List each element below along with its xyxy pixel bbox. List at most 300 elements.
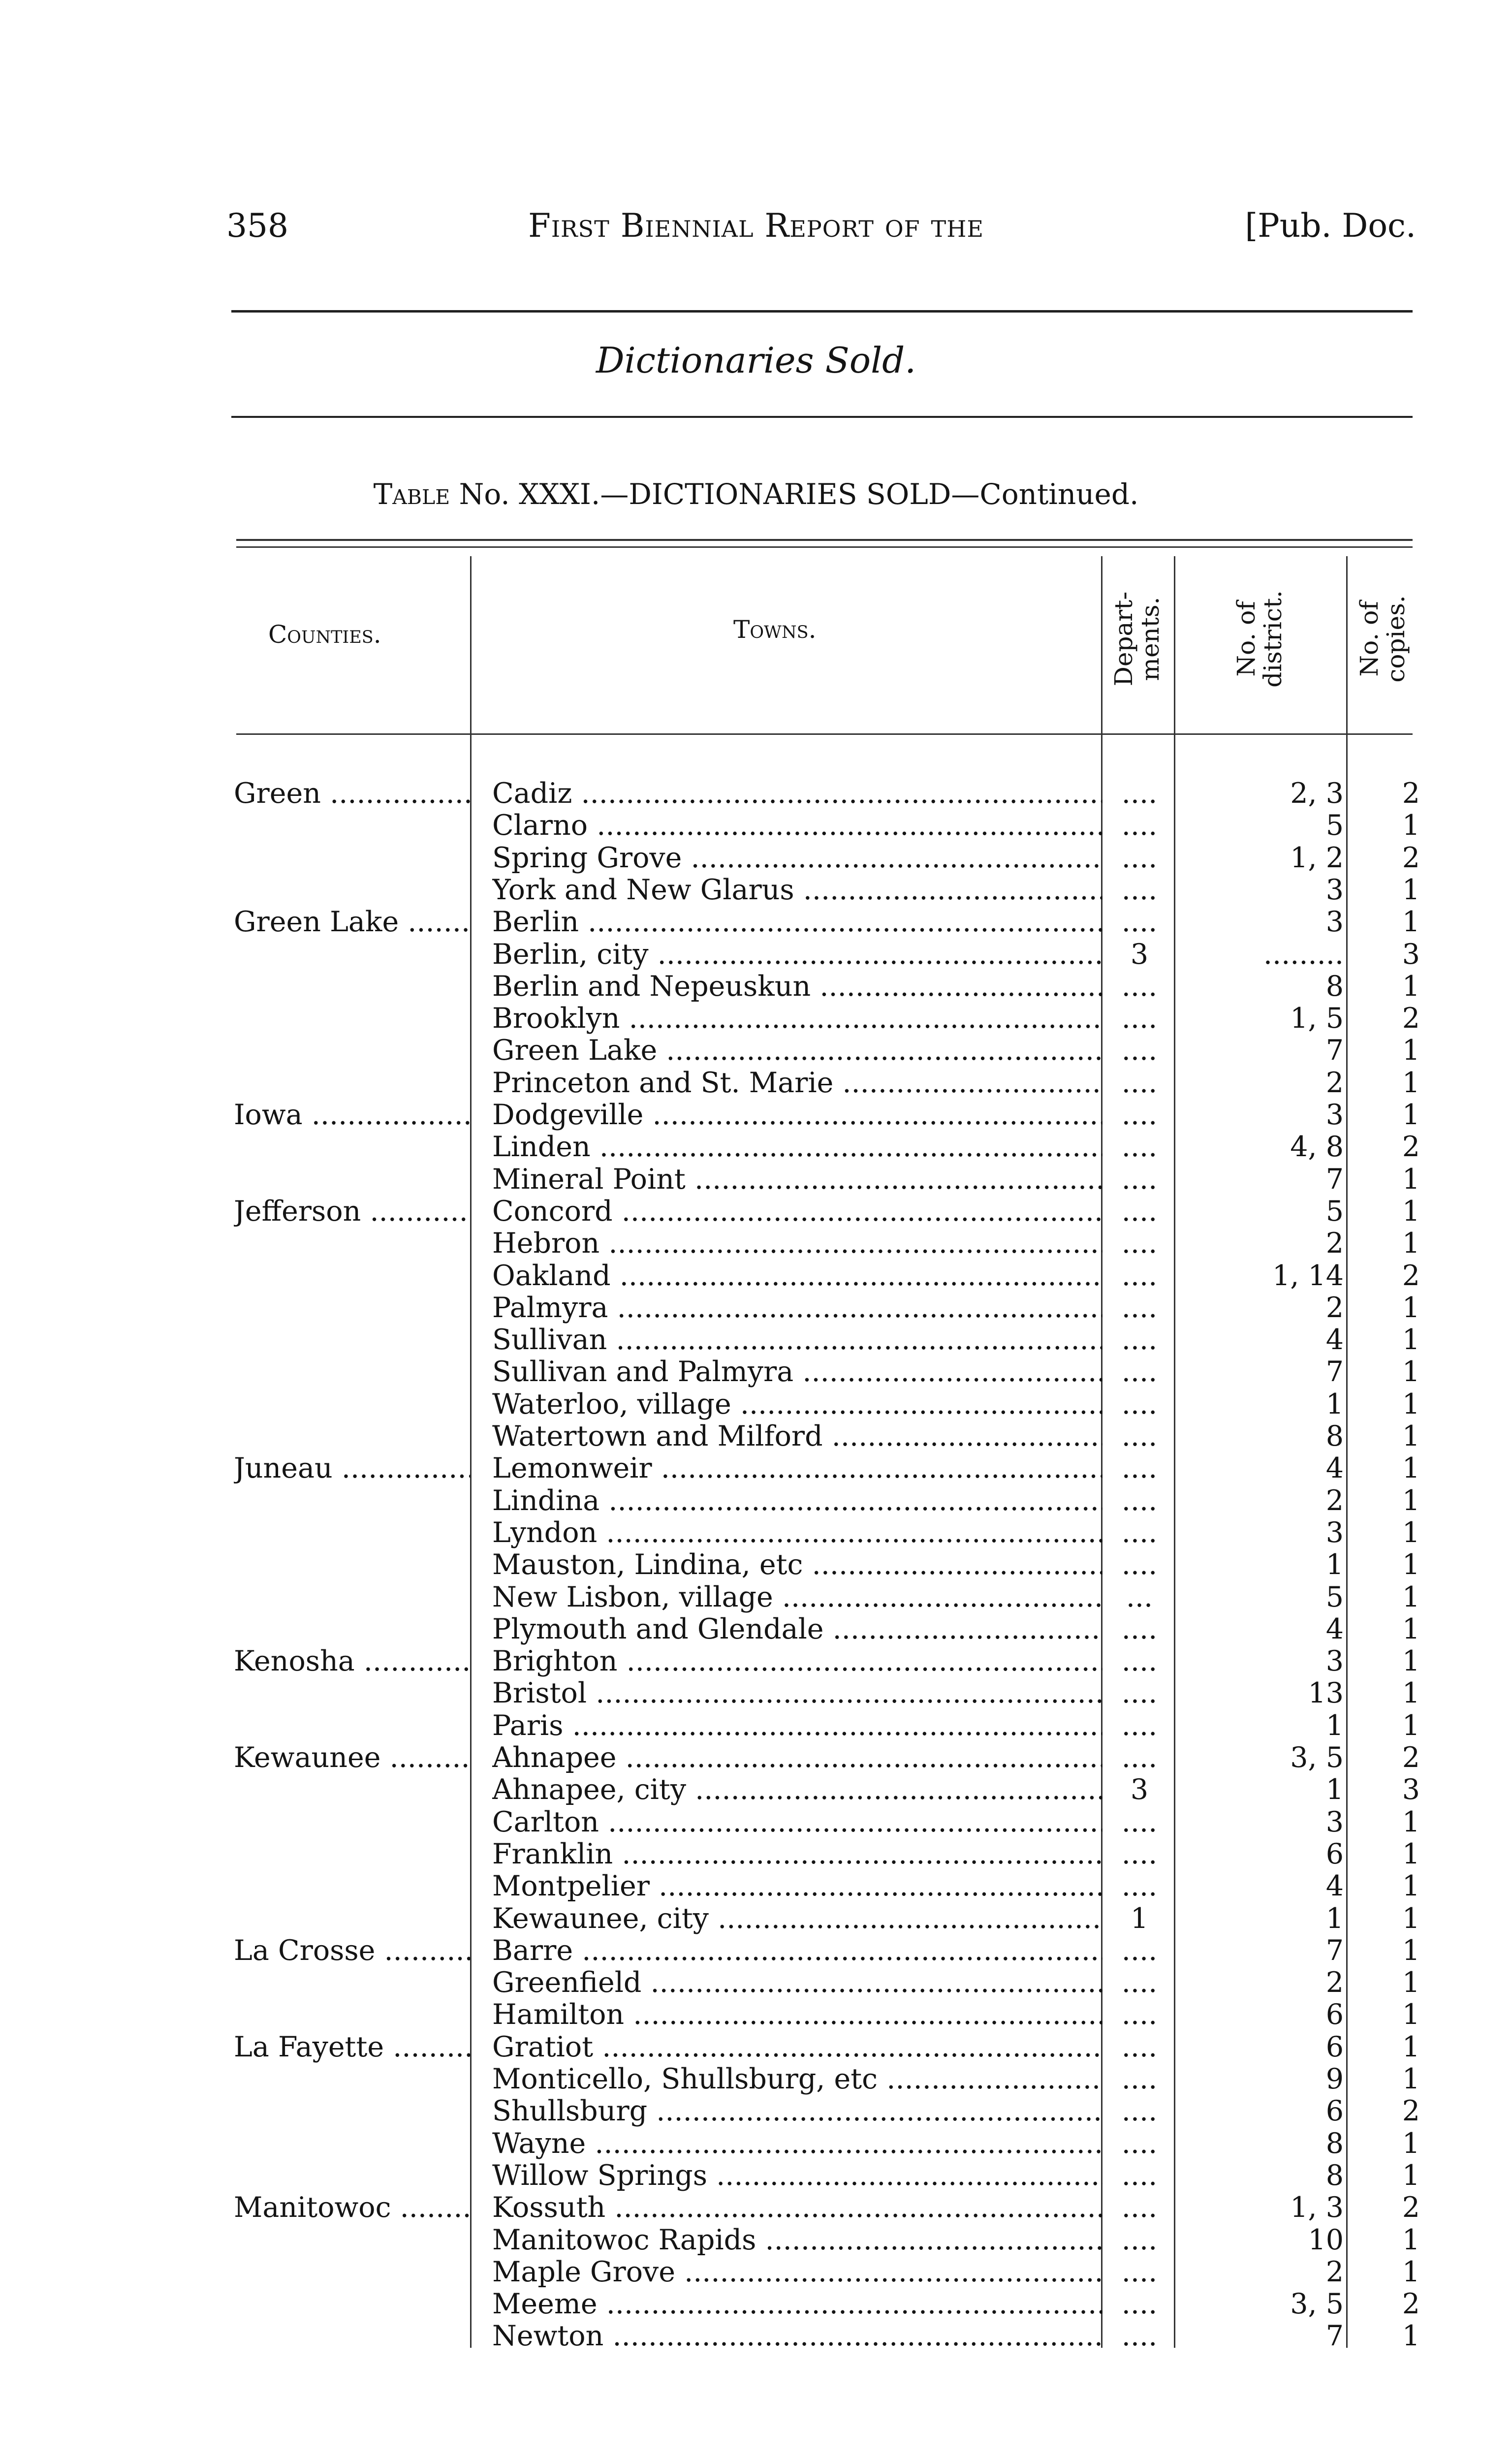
departments-cell bbox=[1107, 1742, 1171, 1774]
county-cell-text: La Crosse ..... bbox=[234, 1935, 470, 1967]
district-cell bbox=[1181, 2192, 1344, 2224]
district-cell bbox=[1181, 842, 1344, 874]
copies-cell-text: 1 bbox=[1402, 1452, 1420, 1485]
departments-cell bbox=[1107, 1420, 1171, 1452]
column-header-districts: No. of district. bbox=[1232, 590, 1287, 688]
district-cell-text: 3 bbox=[1325, 1806, 1344, 1838]
town-cell-text: Lemonweir ..... bbox=[492, 1452, 1102, 1484]
town-cell bbox=[492, 1164, 1102, 1196]
copies-cell bbox=[1356, 1196, 1420, 1228]
district-cell-text: 4 bbox=[1325, 1870, 1344, 1903]
town-cell bbox=[492, 2063, 1102, 2095]
table-row bbox=[0, 1581, 1512, 1613]
table-top-rule bbox=[236, 539, 1413, 541]
copies-cell-text: 1 bbox=[1402, 2256, 1420, 2288]
table-row bbox=[0, 1356, 1512, 1388]
town-cell-text: Montpelier ..... bbox=[492, 1870, 1102, 1902]
departments-cell-text: .... bbox=[1121, 1838, 1158, 1870]
running-title: First Biennial Report of the bbox=[528, 207, 984, 245]
district-cell bbox=[1181, 1935, 1344, 1967]
town-cell-text: New Lisbon, village ..... bbox=[492, 1581, 1102, 1613]
town-cell-text: Berlin, city ..... bbox=[492, 939, 1102, 971]
table-row bbox=[0, 1774, 1512, 1806]
county-cell-text: La Fayette ..... bbox=[234, 2031, 470, 2063]
town-cell-text: Concord ..... bbox=[492, 1196, 1102, 1228]
district-cell bbox=[1181, 1999, 1344, 2031]
district-cell bbox=[1181, 1292, 1344, 1324]
departments-cell bbox=[1107, 1035, 1171, 1067]
town-cell-text: York and New Glarus ..... bbox=[492, 874, 1102, 906]
town-cell bbox=[492, 1324, 1102, 1356]
town-cell bbox=[492, 1903, 1102, 1935]
district-cell-text: 10 bbox=[1308, 2224, 1344, 2256]
district-cell-text: 1 bbox=[1325, 1709, 1344, 1742]
departments-cell bbox=[1107, 810, 1171, 842]
copies-cell bbox=[1356, 1131, 1420, 1163]
district-cell bbox=[1181, 778, 1344, 810]
departments-cell bbox=[1107, 1131, 1171, 1163]
town-cell-text: Spring Grove ..... bbox=[492, 842, 1102, 874]
district-cell bbox=[1181, 1870, 1344, 1902]
town-cell bbox=[492, 1003, 1102, 1035]
district-cell-text: 2 bbox=[1325, 1484, 1344, 1517]
copies-cell-text: 2 bbox=[1402, 1742, 1420, 1774]
town-cell-text: Waterloo, village ..... bbox=[492, 1388, 1102, 1420]
copies-cell bbox=[1356, 778, 1420, 810]
copies-cell bbox=[1356, 1420, 1420, 1452]
column-header-departments: Depart- ments. bbox=[1109, 591, 1165, 687]
town-cell bbox=[492, 1517, 1102, 1549]
district-cell bbox=[1181, 1549, 1344, 1581]
copies-cell bbox=[1356, 1806, 1420, 1838]
departments-cell-text: .... bbox=[1121, 1388, 1158, 1420]
county-cell bbox=[234, 906, 470, 938]
town-cell-text: Sullivan and Palmyra ..... bbox=[492, 1356, 1102, 1388]
district-cell-text: 7 bbox=[1325, 1163, 1344, 1196]
copies-cell bbox=[1356, 1935, 1420, 1967]
copies-cell bbox=[1356, 842, 1420, 874]
copies-cell-text: 1 bbox=[1402, 906, 1420, 939]
copies-cell bbox=[1356, 2160, 1420, 2192]
copies-cell-text: 2 bbox=[1402, 842, 1420, 874]
district-cell bbox=[1181, 1517, 1344, 1549]
copies-cell-text: 1 bbox=[1402, 1806, 1420, 1838]
county-cell bbox=[234, 1452, 470, 1484]
town-cell-text: Lindina ..... bbox=[492, 1485, 1102, 1517]
district-cell-text: 7 bbox=[1325, 1356, 1344, 1388]
copies-cell-text: 2 bbox=[1402, 1260, 1420, 1292]
district-cell bbox=[1181, 2128, 1344, 2160]
copies-cell-text: 1 bbox=[1402, 2320, 1420, 2353]
district-cell-text: 2, 3 bbox=[1290, 778, 1344, 810]
copies-cell bbox=[1356, 906, 1420, 938]
town-cell-text: Paris ..... bbox=[492, 1710, 1102, 1742]
district-cell-text: 1, 3 bbox=[1290, 2192, 1344, 2224]
departments-cell bbox=[1107, 1935, 1171, 1967]
county-cell bbox=[234, 1742, 470, 1774]
town-cell bbox=[492, 1485, 1102, 1517]
table-row bbox=[0, 1645, 1512, 1677]
table-row bbox=[0, 1420, 1512, 1452]
table-row bbox=[0, 2160, 1512, 2192]
district-cell bbox=[1181, 1260, 1344, 1292]
district-cell-text: 1 bbox=[1325, 1902, 1344, 1935]
town-cell-text: Dodgeville ..... bbox=[492, 1099, 1102, 1131]
town-cell-text: Shullsburg ..... bbox=[492, 2095, 1102, 2127]
table-row bbox=[0, 778, 1512, 810]
departments-cell bbox=[1107, 2063, 1171, 2095]
departments-cell bbox=[1107, 1677, 1171, 1709]
copies-cell bbox=[1356, 874, 1420, 906]
departments-cell-text: .... bbox=[1121, 810, 1158, 842]
copies-cell-text: 1 bbox=[1402, 1228, 1420, 1260]
departments-cell bbox=[1107, 1388, 1171, 1420]
copies-cell bbox=[1356, 1485, 1420, 1517]
county-cell-text: Iowa ..... bbox=[234, 1099, 470, 1131]
town-cell bbox=[492, 778, 1102, 810]
town-cell bbox=[492, 1581, 1102, 1613]
departments-cell-text: .... bbox=[1121, 1035, 1158, 1067]
departments-cell-text: .... bbox=[1121, 1645, 1158, 1678]
copies-cell-text: 1 bbox=[1402, 1195, 1420, 1228]
town-cell bbox=[492, 1292, 1102, 1324]
copies-cell bbox=[1356, 1517, 1420, 1549]
county-cell bbox=[234, 778, 470, 810]
copies-cell-text: 1 bbox=[1402, 1292, 1420, 1324]
district-cell-text: 3 bbox=[1325, 1516, 1344, 1549]
district-cell bbox=[1181, 810, 1344, 842]
copies-cell-text: 1 bbox=[1402, 1356, 1420, 1388]
district-cell bbox=[1181, 1003, 1344, 1035]
town-cell-text: Monticello, Shullsburg, etc ..... bbox=[492, 2063, 1102, 2095]
departments-cell-text: .... bbox=[1121, 1131, 1158, 1164]
table-row bbox=[0, 1677, 1512, 1709]
town-cell bbox=[492, 2095, 1102, 2127]
copies-cell bbox=[1356, 2031, 1420, 2063]
town-cell bbox=[492, 1742, 1102, 1774]
town-cell bbox=[492, 1677, 1102, 1709]
town-cell bbox=[492, 2256, 1102, 2288]
copies-cell bbox=[1356, 1003, 1420, 1035]
town-cell-text: Berlin ..... bbox=[492, 906, 1102, 938]
departments-cell bbox=[1107, 1645, 1171, 1677]
town-cell-text: Newton ..... bbox=[492, 2320, 1102, 2352]
district-cell-text: 8 bbox=[1325, 2127, 1344, 2160]
town-cell-text: Meeme ..... bbox=[492, 2288, 1102, 2320]
town-cell bbox=[492, 1870, 1102, 1902]
district-cell bbox=[1181, 1164, 1344, 1196]
table-row bbox=[0, 1260, 1512, 1292]
copies-cell-text: 2 bbox=[1402, 1131, 1420, 1164]
county-cell-text: Green ..... bbox=[234, 778, 470, 810]
town-cell-text: Lyndon ..... bbox=[492, 1517, 1102, 1549]
copies-cell-text: 1 bbox=[1402, 1484, 1420, 1517]
departments-cell bbox=[1107, 1517, 1171, 1549]
district-cell bbox=[1181, 2320, 1344, 2352]
departments-cell bbox=[1107, 906, 1171, 938]
copies-cell-text: 1 bbox=[1402, 1099, 1420, 1131]
district-cell-text: 1 bbox=[1325, 1774, 1344, 1806]
district-cell bbox=[1181, 971, 1344, 1003]
departments-cell bbox=[1107, 2128, 1171, 2160]
district-cell-text: 5 bbox=[1325, 1195, 1344, 1228]
district-cell bbox=[1181, 1131, 1344, 1163]
departments-cell bbox=[1107, 1485, 1171, 1517]
document-type: [Pub. Doc. bbox=[1245, 207, 1416, 245]
column-header-copies: No. of copies. bbox=[1355, 595, 1410, 683]
town-cell bbox=[492, 1388, 1102, 1420]
copies-cell-text: 1 bbox=[1402, 970, 1420, 1003]
departments-cell-text: .... bbox=[1121, 1228, 1158, 1260]
table-row bbox=[0, 1967, 1512, 1999]
departments-cell-text: .... bbox=[1121, 2224, 1158, 2256]
town-cell bbox=[492, 2192, 1102, 2224]
copies-cell bbox=[1356, 939, 1420, 971]
table-title-prefix: Table bbox=[373, 477, 450, 511]
town-cell-text: Cadiz ..... bbox=[492, 778, 1102, 810]
departments-cell-text: .... bbox=[1121, 1677, 1158, 1710]
departments-cell-text: .... bbox=[1121, 1163, 1158, 1196]
table-row bbox=[0, 2095, 1512, 2127]
district-cell bbox=[1181, 1581, 1344, 1613]
copies-cell bbox=[1356, 1035, 1420, 1067]
departments-cell bbox=[1107, 1967, 1171, 1999]
departments-cell bbox=[1107, 1356, 1171, 1388]
copies-cell-text: 2 bbox=[1402, 2192, 1420, 2224]
district-cell-text: 2 bbox=[1325, 1228, 1344, 1260]
town-cell bbox=[492, 1774, 1102, 1806]
table-row bbox=[0, 1710, 1512, 1742]
departments-cell bbox=[1107, 1292, 1171, 1324]
town-cell-text: Franklin ..... bbox=[492, 1838, 1102, 1870]
departments-cell-text: .... bbox=[1121, 1356, 1158, 1388]
table-row bbox=[0, 1228, 1512, 1260]
copies-cell-text: 2 bbox=[1402, 2288, 1420, 2321]
town-cell bbox=[492, 1196, 1102, 1228]
town-cell bbox=[492, 2160, 1102, 2192]
district-cell bbox=[1181, 1774, 1344, 1806]
copies-cell bbox=[1356, 2288, 1420, 2320]
header-rule bbox=[231, 310, 1413, 313]
departments-cell bbox=[1107, 2256, 1171, 2288]
district-cell-text: 2 bbox=[1325, 1967, 1344, 1999]
district-cell-text: 3 bbox=[1325, 1099, 1344, 1131]
departments-cell-text: .... bbox=[1121, 1260, 1158, 1292]
district-cell-text: 6 bbox=[1325, 1999, 1344, 2031]
district-cell-text: 3, 5 bbox=[1290, 2288, 1344, 2321]
departments-cell-text: .... bbox=[1121, 1967, 1158, 1999]
copies-cell bbox=[1356, 1260, 1420, 1292]
departments-cell-text: .... bbox=[1121, 2159, 1158, 2192]
departments-cell-text: .... bbox=[1121, 1099, 1158, 1131]
town-cell bbox=[492, 1549, 1102, 1581]
district-cell bbox=[1181, 1035, 1344, 1067]
town-cell bbox=[492, 2031, 1102, 2063]
departments-cell bbox=[1107, 1838, 1171, 1870]
departments-cell bbox=[1107, 1260, 1171, 1292]
county-cell bbox=[234, 1099, 470, 1131]
district-cell-text: 6 bbox=[1325, 1838, 1344, 1870]
district-cell-text: 5 bbox=[1325, 1581, 1344, 1613]
town-cell-text: Gratiot ..... bbox=[492, 2031, 1102, 2063]
departments-cell-text: .... bbox=[1121, 1484, 1158, 1517]
departments-cell bbox=[1107, 1452, 1171, 1484]
copies-cell-text: 1 bbox=[1402, 1516, 1420, 1549]
town-cell bbox=[492, 1935, 1102, 1967]
district-cell bbox=[1181, 1710, 1344, 1742]
copies-cell-text: 1 bbox=[1402, 1067, 1420, 1099]
district-cell bbox=[1181, 1838, 1344, 1870]
table-row bbox=[0, 2320, 1512, 2352]
departments-cell-text: 3 bbox=[1130, 1774, 1149, 1806]
table-title bbox=[0, 477, 1512, 511]
district-cell bbox=[1181, 1645, 1344, 1677]
district-cell-text: 3 bbox=[1325, 1645, 1344, 1678]
departments-cell bbox=[1107, 2288, 1171, 2320]
table-row bbox=[0, 1003, 1512, 1035]
county-cell bbox=[234, 1196, 470, 1228]
departments-cell bbox=[1107, 1903, 1171, 1935]
section-rule bbox=[231, 416, 1413, 418]
district-cell-text: ......... bbox=[1263, 938, 1344, 971]
departments-cell bbox=[1107, 1549, 1171, 1581]
copies-cell bbox=[1356, 1228, 1420, 1260]
copies-cell-text: 1 bbox=[1402, 1838, 1420, 1870]
departments-cell bbox=[1107, 1581, 1171, 1613]
county-cell-text: Kenosha ..... bbox=[234, 1645, 470, 1677]
copies-cell bbox=[1356, 1903, 1420, 1935]
copies-cell-text: 1 bbox=[1402, 1870, 1420, 1903]
table-row bbox=[0, 1324, 1512, 1356]
departments-cell bbox=[1107, 1870, 1171, 1902]
copies-cell bbox=[1356, 1452, 1420, 1484]
district-cell-text: 7 bbox=[1325, 1934, 1344, 1967]
copies-cell-text: 2 bbox=[1402, 778, 1420, 810]
departments-cell bbox=[1107, 842, 1171, 874]
table-row bbox=[0, 1452, 1512, 1484]
district-cell-text: 6 bbox=[1325, 2031, 1344, 2063]
district-cell-text: 9 bbox=[1325, 2063, 1344, 2095]
copies-cell-text: 1 bbox=[1402, 2127, 1420, 2160]
departments-cell-text: 1 bbox=[1130, 1902, 1149, 1935]
departments-cell bbox=[1107, 1999, 1171, 2031]
departments-cell bbox=[1107, 1806, 1171, 1838]
district-cell-text: 2 bbox=[1325, 1292, 1344, 1324]
copies-cell-text: 1 bbox=[1402, 1420, 1420, 1452]
district-cell bbox=[1181, 1388, 1344, 1420]
copies-cell bbox=[1356, 1613, 1420, 1645]
district-cell-text: 7 bbox=[1325, 1035, 1344, 1067]
copies-cell-text: 1 bbox=[1402, 1549, 1420, 1581]
table-row bbox=[0, 1035, 1512, 1067]
town-cell-text: Princeton and St. Marie ..... bbox=[492, 1067, 1102, 1099]
departments-cell-text: .... bbox=[1121, 1709, 1158, 1742]
copies-cell-text: 3 bbox=[1402, 938, 1420, 971]
copies-cell bbox=[1356, 2256, 1420, 2288]
departments-cell bbox=[1107, 778, 1171, 810]
table-row bbox=[0, 1099, 1512, 1131]
district-cell-text: 1, 5 bbox=[1290, 1003, 1344, 1035]
copies-cell bbox=[1356, 1774, 1420, 1806]
district-cell-text: 1, 14 bbox=[1272, 1260, 1344, 1292]
district-cell bbox=[1181, 1196, 1344, 1228]
county-cell-text: Jefferson ..... bbox=[234, 1196, 470, 1228]
district-cell bbox=[1181, 1677, 1344, 1709]
district-cell-text: 5 bbox=[1325, 810, 1344, 842]
table-row bbox=[0, 2031, 1512, 2063]
departments-cell bbox=[1107, 2095, 1171, 2127]
district-cell bbox=[1181, 1806, 1344, 1838]
town-cell-text: Kewaunee, city ..... bbox=[492, 1903, 1102, 1935]
town-cell bbox=[492, 1999, 1102, 2031]
town-cell-text: Kossuth ..... bbox=[492, 2192, 1102, 2224]
copies-cell bbox=[1356, 1838, 1420, 1870]
district-cell-text: 3, 5 bbox=[1290, 1742, 1344, 1774]
town-cell bbox=[492, 810, 1102, 842]
copies-cell-text: 1 bbox=[1402, 1902, 1420, 1935]
district-cell bbox=[1181, 1613, 1344, 1645]
table-row bbox=[0, 2224, 1512, 2256]
district-cell bbox=[1181, 1228, 1344, 1260]
departments-cell-text: .... bbox=[1121, 1806, 1158, 1838]
departments-cell bbox=[1107, 2320, 1171, 2352]
district-cell bbox=[1181, 1452, 1344, 1484]
district-cell-text: 4 bbox=[1325, 1613, 1344, 1645]
departments-cell bbox=[1107, 2192, 1171, 2224]
town-cell bbox=[492, 1260, 1102, 1292]
district-cell-text: 2 bbox=[1325, 2256, 1344, 2288]
copies-cell bbox=[1356, 1581, 1420, 1613]
town-cell bbox=[492, 1420, 1102, 1452]
town-cell-text: Palmyra ..... bbox=[492, 1292, 1102, 1324]
departments-cell-text: .... bbox=[1121, 2063, 1158, 2095]
departments-cell-text: .... bbox=[1121, 842, 1158, 874]
copies-cell bbox=[1356, 2095, 1420, 2127]
district-cell bbox=[1181, 1356, 1344, 1388]
district-cell bbox=[1181, 1067, 1344, 1099]
copies-cell-text: 1 bbox=[1402, 2159, 1420, 2192]
town-cell bbox=[492, 906, 1102, 938]
departments-cell-text: 3 bbox=[1130, 938, 1149, 971]
departments-cell bbox=[1107, 1099, 1171, 1131]
table-row bbox=[0, 1613, 1512, 1645]
copies-cell-text: 1 bbox=[1402, 1388, 1420, 1420]
table-row bbox=[0, 2192, 1512, 2224]
departments-cell bbox=[1107, 1324, 1171, 1356]
departments-cell bbox=[1107, 1067, 1171, 1099]
copies-cell bbox=[1356, 2320, 1420, 2352]
table-row bbox=[0, 1549, 1512, 1581]
column-header-towns: Towns. bbox=[733, 615, 817, 644]
district-cell-text: 6 bbox=[1325, 2095, 1344, 2128]
copies-cell-text: 1 bbox=[1402, 1645, 1420, 1678]
district-cell-text: 7 bbox=[1325, 2320, 1344, 2353]
departments-cell-text: .... bbox=[1121, 1420, 1158, 1452]
copies-cell bbox=[1356, 2128, 1420, 2160]
town-cell-text: Ahnapee, city ..... bbox=[492, 1774, 1102, 1806]
table-row bbox=[0, 1485, 1512, 1517]
copies-cell bbox=[1356, 1742, 1420, 1774]
copies-cell-text: 1 bbox=[1402, 1035, 1420, 1067]
district-cell-text: 1 bbox=[1325, 1549, 1344, 1581]
table-title-text: No. XXXI.—DICTIONARIES SOLD—Continued. bbox=[450, 477, 1139, 511]
district-cell bbox=[1181, 2160, 1344, 2192]
town-cell bbox=[492, 1838, 1102, 1870]
copies-cell-text: 1 bbox=[1402, 1581, 1420, 1613]
town-cell bbox=[492, 1228, 1102, 1260]
town-cell-text: Greenfield ..... bbox=[492, 1967, 1102, 1999]
copies-cell bbox=[1356, 1645, 1420, 1677]
